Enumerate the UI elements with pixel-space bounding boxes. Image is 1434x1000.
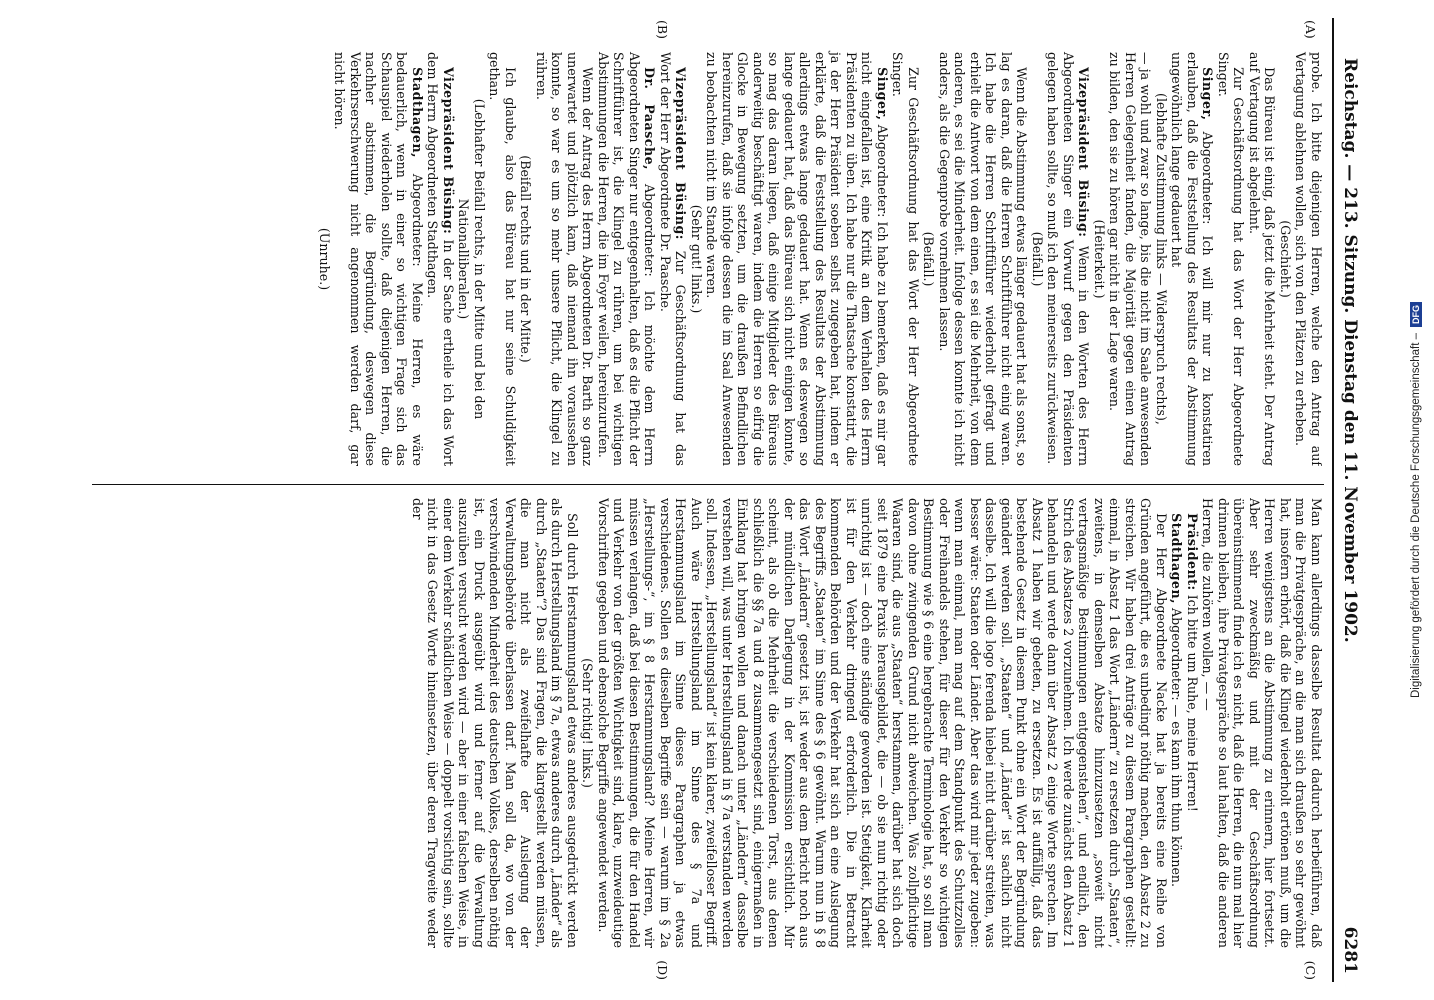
scanned-page <box>80 18 1370 982</box>
paragraph-text: (Sehr gut! links.) <box>689 204 704 314</box>
paragraph-text: Zur Geschäftsordnung hat das Wort der Herr Abgeordnete Dr. Paasche. <box>658 52 689 466</box>
paragraph <box>1185 498 1201 948</box>
column-divider <box>92 484 1324 485</box>
paragraph <box>425 52 456 466</box>
paragraph-text: (Beifall.) <box>1030 231 1045 287</box>
paragraph-text: (Beifall.) <box>921 231 937 287</box>
paragraph <box>937 52 1030 466</box>
paragraph-text: Zur Geschäftsordnung hat das Wort der Herr Abgeordnete Singer. <box>1216 52 1247 466</box>
paragraph <box>580 498 596 948</box>
paragraph-text: Abgeordneter: — es kann ihm thun können. <box>1169 603 1185 888</box>
paragraph <box>1278 52 1294 466</box>
paragraph-text: (Beifall rechts und in der Mitte.) <box>518 155 534 363</box>
paragraph <box>704 52 890 466</box>
paragraph-text: In der Sache ertheile ich das Wort dem Herrn Abgeordneten Stadthagen. <box>425 52 456 466</box>
speaker-name: Vizepräsident Büsing: <box>673 67 689 240</box>
paragraph <box>658 52 689 466</box>
paragraph-text: Soll durch Herstammungsland etwas anderes ausgedrückt werden als durch Herstellungsland im § 7a, etwas anderes durch „Länder“ als durch „Staaten“? Das sind Fragen, die klargestellt werden müssen, die man nicht als zweifelhafte der Auslegung der Verwaltungsbehörde überlassen darf. Man soll da, wo von der verschwindenden Minderheit des deutschen Volkes, derselben nöthig ist, ein Druck ausgeübt wird und ferner auf die Verwaltung auszuüben versucht werden wird — aber in einer falschen Weise, in einer dem Verkehr schädlichen Weise — doppelt vorsichtig sein, sollte nicht in das Gesetz Worte hineinsetzen, über deren Tragweite weder der <box>410 498 580 948</box>
right-column <box>92 498 1324 982</box>
paragraph <box>1154 52 1170 466</box>
paragraph <box>410 498 581 948</box>
speaker-name: Singer, <box>1200 67 1216 121</box>
speaker-name: Stadthagen, <box>1169 513 1185 604</box>
paragraph-text: (Unruhe.) <box>317 227 332 291</box>
paragraph <box>689 52 705 466</box>
paragraph-text: Abgeordneter: Ich will mir nur zu konstatiren erlauben, daß die Feststellung des Resultats der Abstimmung ungewöhnlich lange gedauert hat <box>1169 52 1216 466</box>
speaker-name: Vizepräsident Büsing: <box>441 67 456 235</box>
speaker-name: Stadthagen, <box>410 67 425 158</box>
left-column <box>92 18 1324 466</box>
margin-marker-d: (D) <box>655 960 670 980</box>
paragraph-text: Wenn die Abstimmung etwas länger gedauert hat als sonst, so lag es daran, daß die Herren Schriftführer nicht einig waren. Ich habe die Herren Schriftführer wiederholt gefragt und erhielt die Antwort von dem einen, es sei die Mehrheit, von dem anderen, es sei die Minderheit. Infolge dessen konnte ich nicht anders, als die Gegenprobe vornehmen lassen. <box>937 52 1030 466</box>
dfg-logo: DFG <box>1410 302 1422 327</box>
paragraph <box>1092 52 1108 466</box>
paragraph-text: Abgeordneter: Ich habe zu bemerken, daß es mir gar nicht eingefallen ist, eine Kritik an dem Verhalten des Herrn Präsidenten zu üben. Ich habe nur die Thatsache konstatirt, die ja der Herr Präsident soeben selbst zugegeben hat, indem er erklärte, daß die Feststellung des Resultats der Abstimmung allerdings etwas lange gedauert hat. Wenn es deswegen so lange gedauert hat, daß das Büreau sich nicht einigen konnte, so mag das daran liegen, daß einige Mitglieder des Büreaus anderweitig beschäftigt waren, indem die Herren so eifrig die Glocke in Bewegung setzten, um die draußen Befindlichen hereinzurufen, daß sie infolge dessen die im Saal Anwesenden zu beobachten nicht im Stande waren. <box>704 52 890 466</box>
paragraph <box>596 498 1170 948</box>
running-head: Reichstag. — 213. Sitzung. Dienstag den 11. November 1902. <box>1340 58 1360 643</box>
margin-marker-b: (B) <box>655 20 670 39</box>
paragraph <box>487 52 518 466</box>
paragraph-text: Ich glaube, also das Büreau hat nur seine Schuldigkeit gethan. <box>487 52 518 466</box>
paragraph <box>1169 498 1185 948</box>
paragraph <box>890 52 921 466</box>
digitization-credit <box>1398 0 1434 1000</box>
paragraph-text: Man kann allerdings dasselbe Resultat dadurch herbeiführen, daß man die Privatgespräche, an die man sich draußen so sehr gewöhnt hat, insofern erhört, daß die Klingel wiederholt ertönen muß, um die Herren wenigstens an die Abstimmung zu erinnern, hier fortsetzt. Aber sehr zweckmäßig und mit der Geschäftsordnung übereinstimmend finde ich es nicht, daß die Herren, die nun mal hier drinnen bleiben, ihre Privatgespräche so laut halten, daß die anderen Herren, die zuhören wollen, — — <box>1200 498 1324 948</box>
digitization-credit-text: Digitalisierung gefördert durch die Deutsche Forschungsgemeinschaft – <box>1410 332 1422 699</box>
paragraph-text: Das Büreau ist einig, daß jetzt die Mehrheit steht. Der Antrag auf Vertagung ist abgelehnt. <box>1247 52 1278 466</box>
rotated-page-content <box>80 18 1370 982</box>
paragraph <box>1107 52 1154 466</box>
paragraph-text: probe. Ich bitte diejenigen Herren, welche den Antrag auf Vertagung ablehnen wollen, sich von den Plätzen zu erheben. <box>1293 52 1324 466</box>
paragraph <box>534 52 596 466</box>
paragraph-text: Wenn in den Worten des Herrn Abgeordneten Singer ein Vorwurf gegen den Präsidenten gelegen haben sollte, so muß ich den meinerseits zurückweisen. <box>1045 52 1092 466</box>
paragraph-text: Wenn der Antrag des Herrn Abgeordneten Dr. Barth so ganz unerwartet und plötzlich kam, daß niemand ihn voraussehen konnte, so war es um so mehr unsere Pflicht, die Klingel zu rühren. <box>534 52 596 466</box>
paragraph <box>1200 498 1324 948</box>
paragraph-text: Abgeordneter: Ich möchte dem Herrn Abgeordneten Singer nur entgegenhalten, daß es die Pflicht der Schriftführer ist, die Klingel zu rühren, um bei wichtigen Abstimmungen die Herren, die im Foyer weilen, hereinzurufen. <box>596 52 658 466</box>
paragraph <box>1045 52 1092 466</box>
paragraph-text: — ja wohl und zwar so lange, bis die nicht im Saale anwesenden Herren Gelegenheit fanden, die Majorität gegen einen Antrag zu bilden, den sie zu hören gar nicht in der Lage waren. <box>1107 52 1154 466</box>
paragraph-text: Der Herr Abgeordnete Nacke hat ja bereits eine Reihe von Gründen angeführt, die es unbedingt nöthig machen, den Absatz 2 zu streichen. Wir haben drei Anträge zu diesem Paragraphen gestellt: einmal, in Absatz 1 das Wort „Ländern“ zu ersetzen durch „Staaten“, zweitens, in demselben Absatze hinzuzusetzen „soweit nicht vertragsmäßige Bestimmungen entgegenstehen“, und endlich, den Strich des Absatzes 2 vorzunehmen. Ich werde zunächst den Absatz 1 behandeln und werde dann über Absatz 2 einige Worte sprechen. Im Absatz 1 haben wir gebeten, zu ersetzen. Es ist auffällig, daß das bestehende Gesetz in diesem Punkt ohne ein Wort der Begründung geändert werden soll. „Staaten“ und „Länder“ ist sachlich nicht dasselbe. Ich will die logo ferenda hiebei nicht darüber streiten, was besser wäre: Staaten oder Länder. Aber das wird mir jeder zugeben: wenn man einmal, man mag auf dem Standpunkt des Schutzzolles oder Freihandels stehen, für dieser für den Verkehr so wichtigen Bestimmung wie § 6 eine hergebrachte Terminologie hat, so soll man davon ohne zwingenden Grund nicht abweichen. Was zollpflichtige Waaren sind, die aus „Staaten“ herstammen, darüber hat sich doch seit 1879 eine Praxis herausgebildet, die — ob sie nun richtig oder unrichtig ist — doch eine ständige geworden ist. Stetigkeit, Klarheit ist für den Verkehr dringend erforderlich. Die in Betracht kommenden Behörden und der Verkehr hat sich an eine Auslegung des Begriffs „Staaten“ im Sinne des § 6 gewöhnt. Warum nun in § 8 das Wort „Ländern“ gesetzt ist, ist weder aus dem Bericht noch aus der mündlichen Darlegung in der Kommission ersichtlich. Mir scheint, als ob die Mehrheit die verschiedenen Torst, aus denen schließlich die §§ 7a und 8 zusammengesetzt sind, einigermaßen in Einklang hat bringen wollen und danach unter „Ländern“ dasselbe verstehen will, was unter Herstellungsland in § 7a verstanden werden soll. Indessen, „Herstellungsland“ ist kein klarer, zweifelloser Begriff. Auch wäre Herstellungsland im Sinne des § 7a und Herstammungsland im Sinne dieses Paragraphen ja etwas verschiedenes. Sollen es dieselben Begriffe sein — warum im § 2a „Herstellungs-“, im § 8 Herstammungsland? Meine Herren, wir müssen verlangen, daß bei diesen Bestimmungen, die für den Handel und Verkehr von der größten Wichtigkeit sind, klare, unzweideutige Vorschriften gegeben und ebensolche Begriffe angewendet werden. <box>596 498 1169 948</box>
paragraph-text: Abgeordneter: Meine Herren, es wäre bedauerlich, wenn in einer so wichtigen Frage sich das Schauspiel wiederholen sollte, daß diejenigen Herren, die nachher abstimmen, die Begründung, deswegen diese Verkehrserschwerung nicht angenommen werden darf, gar nicht hören. <box>332 52 425 466</box>
speaker-name: Präsident: <box>1185 513 1200 591</box>
paragraph-text: (Geschieht.) <box>1278 220 1293 298</box>
paragraph <box>1216 52 1247 466</box>
margin-marker-a: (A) <box>1303 20 1318 39</box>
paragraph <box>1293 52 1324 466</box>
paragraph <box>1169 52 1216 466</box>
paragraph <box>1247 52 1278 466</box>
speaker-name: Singer, <box>875 67 890 121</box>
speaker-name: Vizepräsident Büsing: <box>1076 67 1092 238</box>
paragraph-text: (Lebhafter Beifall rechts, in der Mitte und bei den Nationalliberalen.) <box>456 98 487 420</box>
page-number: 6281 <box>1340 926 1360 974</box>
paragraph <box>596 52 658 466</box>
paragraph <box>1030 52 1046 466</box>
paragraph <box>317 52 333 466</box>
paragraph-text: Zur Geschäftsordnung hat das Wort der Herr Abgeordnete Singer. <box>890 52 921 466</box>
paragraph <box>456 52 487 466</box>
paragraph-text: Ich bitte um Ruhe, meine Herren! <box>1185 590 1200 812</box>
speaker-name: Dr. Paasche, <box>642 67 658 171</box>
page-header <box>1332 18 1370 982</box>
paragraph-text: (Heiterkeit.) <box>1092 219 1107 299</box>
paragraph-text: (Sehr richtig! links.) <box>580 658 596 788</box>
margin-marker-c: (C) <box>1303 960 1318 980</box>
paragraph <box>332 52 425 466</box>
paragraph-text: (lebhafte Zustimmung links — Widerspruch rechts), <box>1154 93 1169 425</box>
paragraph <box>518 52 534 466</box>
paragraph <box>921 52 937 466</box>
